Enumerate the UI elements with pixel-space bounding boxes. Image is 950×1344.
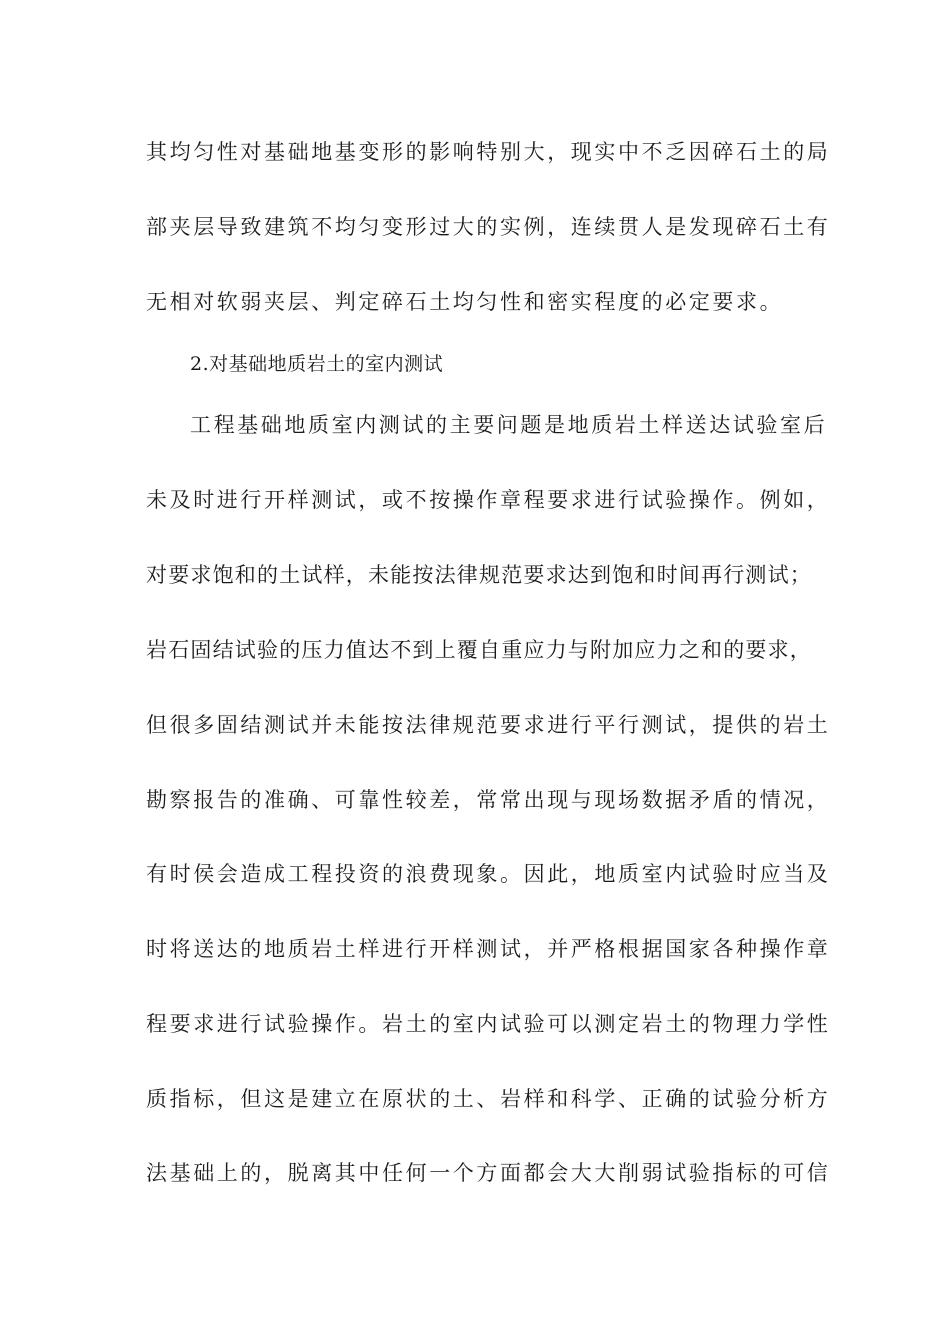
paragraph-2-line-3: 对要求饱和的土试样，未能按法律规范要求达到饱和时间再行测试； xyxy=(146,563,812,587)
paragraph-2-line-6: 勘察报告的准确、可靠性较差，常常出现与现场数据矛盾的情况， xyxy=(146,788,831,812)
paragraph-2-line-8: 时将送达的地质岩土样进行开样测试，并严格根据国家各种操作章 xyxy=(146,937,831,961)
paragraph-2-line-11: 法基础上的，脱离其中任何一个方面都会大大削弱试验指标的可信 xyxy=(146,1161,831,1185)
paragraph-2-line-4: 岩石固结试验的压力值达不到上覆自重应力与附加应力之和的要求， xyxy=(146,638,812,662)
paragraph-2-line-5: 但很多固结测试并未能按法律规范要求进行平行测试，提供的岩土 xyxy=(146,713,831,737)
paragraph-2-line-10: 质指标，但这是建立在原状的土、岩样和科学、正确的试验分析方 xyxy=(146,1087,831,1111)
paragraph-2-line-7: 有时侯会造成工程投资的浪费现象。因此，地质室内试验时应当及 xyxy=(146,862,831,886)
paragraph-2-line-2: 未及时进行开样测试，或不按操作章程要求进行试验操作。例如， xyxy=(146,488,831,512)
paragraph-2-line-9: 程要求进行试验操作。岩土的室内试验可以测定岩土的物理力学性 xyxy=(146,1012,831,1036)
paragraph-1-line-3: 无相对软弱夹层、判定碎石土均匀性和密实程度的必定要求。 xyxy=(146,290,784,314)
paragraph-1-line-1: 其均匀性对基础地基变形的影响特别大，现实中不乏因碎石土的局 xyxy=(146,140,831,164)
paragraph-2-line-1: 工程基础地质室内测试的主要问题是地质岩土样送达试验室后 xyxy=(190,413,828,437)
paragraph-1-line-2: 部夹层导致建筑不均匀变形过大的实例，连续贯人是发现碎石土有 xyxy=(146,215,831,239)
section-heading: 2.对基础地质岩土的室内测试 xyxy=(190,353,444,375)
